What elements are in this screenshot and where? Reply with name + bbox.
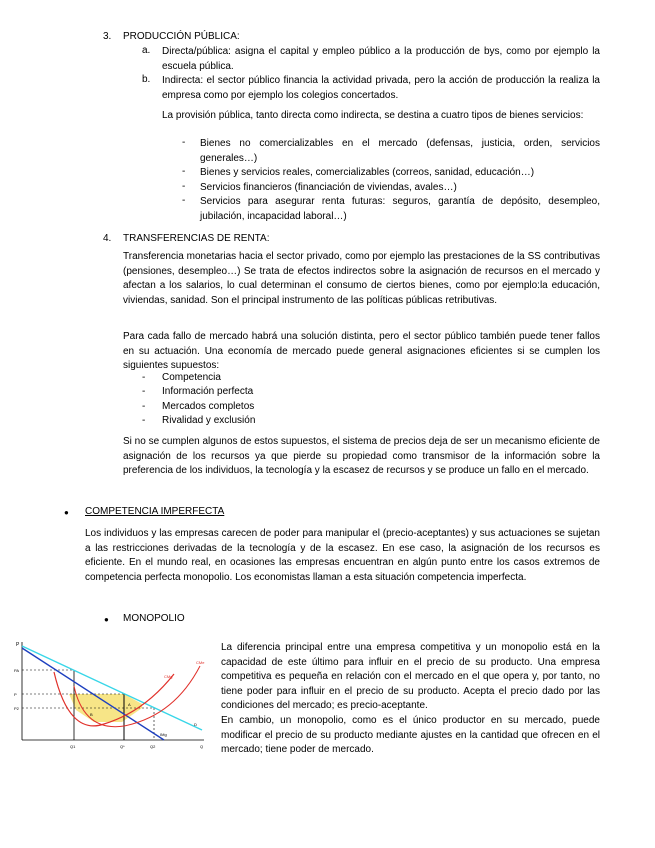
y-tick-p: P: [14, 692, 17, 697]
sec3-provision: La provisión pública, tanto directa como indirecta, se destina a cuatro tipos de bienes servicios:: [162, 110, 584, 121]
sec3-a-text: Directa/pública: asigna el capital y empleo público a la producción de bys, como por ejemplo la escuela pública.: [162, 46, 600, 72]
monopoly-graph: [14, 636, 210, 752]
comp-text: Los individuos y las empresas carecen de poder para manipular el (precio-aceptantes) y sus actuaciones se sujetan a las restricciones derivadas de la tecnología y de la escasez. En ese caso, la asignación de los recursos es eficiente. En el mundo real, en ocasiones las empresas encuentran en algún punto entre los casos extremos de competencia perfecta monopolio. Los economistas llaman a esta situación competencia imperfecta.: [85, 528, 600, 583]
y-tick-p2: P2: [14, 706, 19, 711]
bullet-dot-icon: ●: [104, 615, 109, 624]
y-axis-label: P: [16, 642, 20, 648]
dash-marker: -: [142, 372, 146, 383]
sec3-number: 3.: [103, 31, 112, 42]
comp-title: COMPETENCIA IMPERFECTA: [85, 506, 225, 517]
y-tick-pa: PA: [14, 668, 20, 673]
sec4-item-3: Mercados completos: [162, 401, 255, 412]
dash-marker: -: [182, 137, 186, 148]
sec4-paragraph-2: Para cada fallo de mercado habrá una solución distinta, pero el sector público también puede tener fallos en su actuación. Una economía de mercado puede general asignaciones eficientes si se cumplen los siguientes supuestos:: [123, 331, 600, 371]
mono-paragraph-1: La diferencia principal entre una empresa competitiva y un monopolio está en la capacidad de este último para influir en el precio de su producto. Una empresa competitiva es pequeña en relación con el mercado en el que opera y, por tanto, no tiene poder para influir en el precio de su producto. Acepta el precio dado por las condiciones del mercado; es precio-aceptante.: [221, 642, 600, 711]
sec4-title: TRANSFERENCIAS DE RENTA:: [123, 233, 270, 244]
demand-label: D: [194, 722, 197, 727]
x-tick-q2: Q2: [150, 744, 156, 749]
area-b-label: B: [90, 712, 93, 717]
sec3-a-label: a.: [142, 45, 151, 56]
dash-marker: -: [182, 195, 186, 206]
sec3-bullet-2: Bienes y servicios reales, comercializables (correos, sanidad, educación…): [200, 167, 535, 178]
x-axis-end-label: Q: [200, 744, 204, 749]
sec4-item-2: Información perfecta: [162, 386, 254, 397]
sec4-item-4: Rivalidad y exclusión: [162, 415, 256, 426]
dash-marker: -: [142, 386, 146, 397]
area-a-label: A: [128, 702, 131, 707]
sec4-number: 4.: [103, 233, 112, 244]
sec3-bullet-3: Servicios financieros (financiación de viviendas, avales…): [200, 182, 457, 193]
sec4-paragraph-1: Transferencia monetarias hacia el sector privado, como por ejemplo las prestaciones de la SS contributivas (pensiones, desempleo…) Se trata de efectos indirectos sobre la asignación de recursos en el mercado y afectan a los salarios, lo cual determinan el consumo de ciertos bienes, como por ejemplo:la educación, viviendas, sanidad. Son el principal instrumento de las políticas públicas retributivas.: [123, 251, 600, 306]
dash-marker: -: [182, 166, 186, 177]
cmg-label: CMg: [164, 674, 173, 679]
x-tick-q1: Q1: [70, 744, 76, 749]
mono-paragraph-2: En cambio, un monopolio, como es el único productor en su mercado, puede modificar el precio de su producto mediante ajustes en la cantidad que ofrecen en el mercado; tiene poder de mercado.: [221, 715, 600, 755]
cme-label: CMe: [196, 660, 205, 665]
sec4-item-1: Competencia: [162, 372, 221, 383]
x-tick-qstar: Q*: [120, 744, 125, 749]
sec3-bullet-1: Bienes no comercializables en el mercado (defensas, justicia, orden, servicios generales…): [200, 138, 600, 164]
dash-marker: -: [182, 181, 186, 192]
dash-marker: -: [142, 415, 146, 426]
sec4-paragraph-3: Si no se cumplen algunos de estos supuestos, el sistema de precios deja de ser un mecanismo eficiente de asignación de los recursos ya que pierde su propiedad como transmisor de la información sobre la preferencia de los individuos, la tecnología y la escasez de recursos y se produce un fallo en el mercado.: [123, 436, 600, 476]
sec3-bullet-4: Servicios para asegurar renta futuras: seguros, garantía de depósito, desempleo, jubilación, incapacidad laboral…): [200, 196, 600, 222]
bullet-dot-icon: ●: [64, 508, 69, 517]
mono-title: MONOPOLIO: [123, 613, 185, 624]
sec3-title: PRODUCCIÓN PÚBLICA:: [123, 31, 240, 42]
dash-marker: -: [142, 401, 146, 412]
sec3-b-label: b.: [142, 74, 151, 85]
img-label: IMg: [160, 732, 167, 737]
sec3-b-text: Indirecta: el sector público financia la actividad privada, pero la acción de producción la realiza la empresa como por ejemplo los colegios concertados.: [162, 75, 600, 101]
